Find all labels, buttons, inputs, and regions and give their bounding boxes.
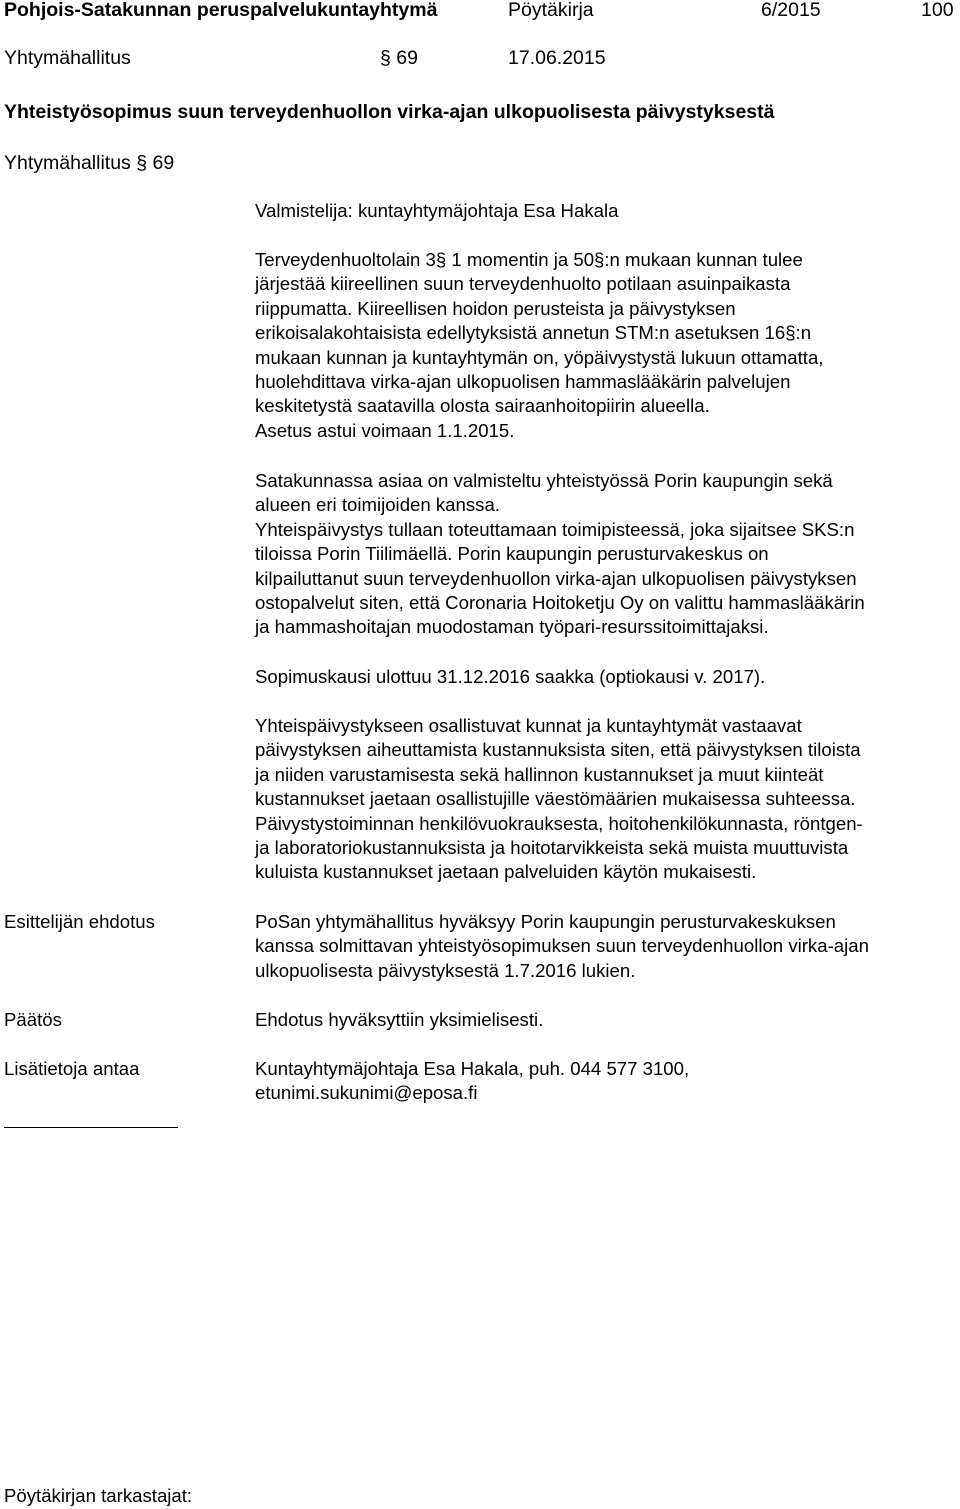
preparer-line: Valmistelija: kuntayhtymäjohtaja Esa Hakala: [255, 200, 619, 221]
paragraph-cost-sharing: Yhteispäivystykseen osallistuvat kunnat ja kuntayhtymät vastaavat päivystyksen aiheuttamista kustannuksista siten, että päivystyksen tiloista ja niiden varustamisesta sekä hallinnon kustannukset ja muut kiinteät kustannukset jaetaan osallistujille väestömäärien mukaisessa suhteessa. Päivystystoiminnan henkilövuokrauksesta, hoitohenkilökunnasta, röntgen- ja laboratoriokustannuksista ja hoitotarvikkeista sekä muista muuttuvista kuluista kustannukset jaetaan palveluiden käytön mukaisesti.: [255, 715, 863, 883]
proposal-label: Esittelijän ehdotus: [4, 911, 155, 932]
more-info-label: Lisätietoja antaa: [4, 1058, 140, 1079]
paragraph-cooperation: Satakunnassa asiaa on valmisteltu yhteistyössä Porin kaupungin sekä alueen eri toimijoiden kanssa. Yhteispäivystys tullaan toteuttamaan toimipisteessä, joka sijaitsee SKS:n tiloissa Porin Tiilimäellä. Porin kaupungin perusturvakeskus on kilpailuttanut suun terveydenhuollon virka-ajan ulkopuolisen päivystyksen ostopalvelut siten, että Coronaria Hoitoketju Oy on valittu hammaslääkärin ja hammashoitajan muodostaman työpari-resurssitoimittajaksi.: [255, 470, 865, 638]
page-number: 100: [921, 0, 954, 21]
decision-label: Päätös: [4, 1009, 62, 1030]
document-type: Pöytäkirja: [508, 0, 594, 21]
decision-text: Ehdotus hyväksyttiin yksimielisesti.: [255, 1009, 544, 1030]
proposal-text: PoSan yhtymähallitus hyväksyy Porin kaupungin perusturvakeskuksen kanssa solmittavan yhteistyösopimuksen suun terveydenhuollon virka-ajan ulkopuolisesta päivystyksestä 1.7.2016 lukien.: [255, 911, 869, 981]
section-heading: Yhtymähallitus § 69: [4, 152, 175, 174]
more-info-text: Kuntayhtymäjohtaja Esa Hakala, puh. 044 577 3100, etunimi.sukunimi@eposa.fi: [255, 1058, 690, 1104]
paragraph-contract-period: Sopimuskausi ulottuu 31.12.2016 saakka (optiokausi v. 2017).: [255, 666, 766, 687]
meeting-body: Yhtymähallitus: [4, 47, 131, 69]
paragraph-legal-basis: Terveydenhuoltolain 3§ 1 momentin ja 50§:n mukaan kunnan tulee järjestää kiireellinen suun terveydenhuolto potilaan asuinpaikasta riippumatta. Kiireellisen hoidon perusteista ja päivystyksen erikoisalakohtaisista edellytyksistä annetun STM:n asetuksen 16§:n mukaan kunnan ja kuntayhtymän on, yöpäivystystä lukuun ottamatta, huolehdittava virka-ajan ulkopuolisen hammaslääkärin palvelujen keskitetystä saatavilla olosta sairaanhoitopiirin alueella. Asetus astui voimaan 1.1.2015.: [255, 249, 824, 441]
meeting-date: 17.06.2015: [508, 47, 606, 69]
separator-line: [4, 1127, 178, 1128]
document-title: Yhteistyösopimus suun terveydenhuollon virka-ajan ulkopuolisesta päivystyksestä: [4, 101, 775, 123]
minutes-checkers-label: Pöytäkirjan tarkastajat:: [4, 1485, 193, 1506]
document-number: 6/2015: [761, 0, 821, 21]
section-reference: § 69: [380, 47, 418, 69]
organization-name: Pohjois-Satakunnan peruspalvelukuntayhtymä: [4, 0, 438, 21]
